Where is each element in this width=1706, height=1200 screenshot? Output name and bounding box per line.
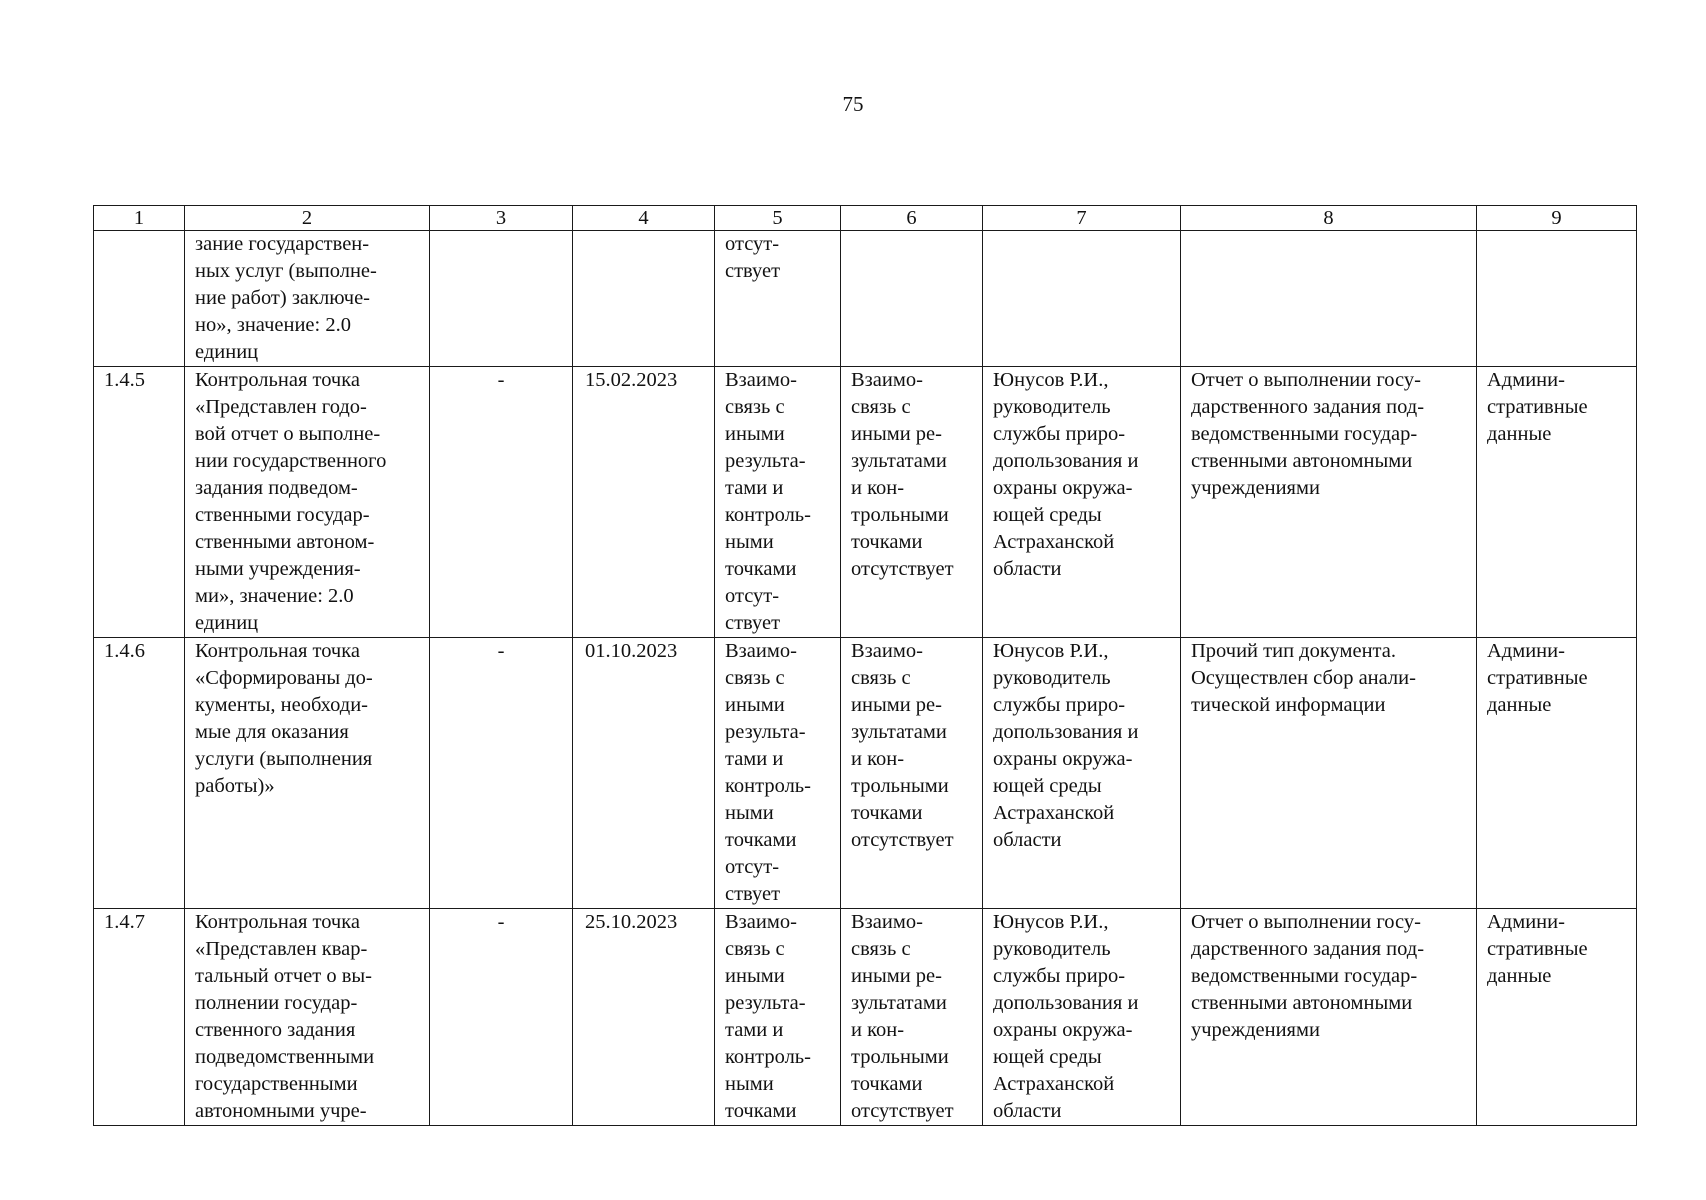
control-points-table — [93, 205, 1637, 1126]
page-number: 75 — [842, 92, 864, 116]
base-value-cell: - — [430, 909, 573, 1126]
column-number-1: 1 — [94, 206, 185, 231]
info-system-cell — [1477, 231, 1637, 367]
document-cell — [1181, 231, 1477, 367]
next-link-cell: Взаимо- связь с иными ре- зультатами и кон- трольными точками отсутствует — [841, 367, 983, 638]
column-number-8: 8 — [1181, 206, 1477, 231]
column-number-4: 4 — [573, 206, 715, 231]
control-point-name-cell: Контрольная точка «Представлен квар- тальный отчет о вы- полнении государ- ственного задания подведомственными государственными автономными учре- — [185, 909, 430, 1126]
next-link-cell: Взаимо- связь с иными ре- зультатами и кон- трольными точками отсутствует — [841, 909, 983, 1126]
date-cell: 25.10.2023 — [573, 909, 715, 1126]
info-system-cell: Админи- стративные данные — [1477, 367, 1637, 638]
column-number-6: 6 — [841, 206, 983, 231]
table-row — [94, 909, 1637, 1126]
row-number-cell: 1.4.5 — [94, 367, 185, 638]
date-cell — [573, 231, 715, 367]
date-cell: 01.10.2023 — [573, 638, 715, 909]
column-number-3: 3 — [430, 206, 573, 231]
responsible-cell — [983, 231, 1181, 367]
column-number-7: 7 — [983, 206, 1181, 231]
row-number-cell: 1.4.6 — [94, 638, 185, 909]
control-point-name-cell: Контрольная точка «Сформированы до- кументы, необходи- мые для оказания услуги (выполнения работы)» — [185, 638, 430, 909]
base-value-cell: - — [430, 367, 573, 638]
previous-link-cell: Взаимо- связь с иными результа- тами и контроль- ными точками отсут- ствует — [715, 367, 841, 638]
responsible-cell: Юнусов Р.И., руководитель службы приро- допользования и охраны окружа- ющей среды Астраханской области — [983, 638, 1181, 909]
responsible-cell: Юнусов Р.И., руководитель службы приро- допользования и охраны окружа- ющей среды Астраханской области — [983, 909, 1181, 1126]
control-point-name-cell: зание государствен- ных услуг (выполне- ние работ) заключе- но», значение: 2.0 единиц — [185, 231, 430, 367]
document-cell: Отчет о выполнении госу- дарственного задания под- ведомственными государ- ственными автономными учреждениями — [1181, 909, 1477, 1126]
responsible-cell: Юнусов Р.И., руководитель службы приро- допользования и охраны окружа- ющей среды Астраханской области — [983, 367, 1181, 638]
date-cell: 15.02.2023 — [573, 367, 715, 638]
info-system-cell: Админи- стративные данные — [1477, 909, 1637, 1126]
base-value-cell: - — [430, 638, 573, 909]
next-link-cell: Взаимо- связь с иными ре- зультатами и кон- трольными точками отсутствует — [841, 638, 983, 909]
column-number-2: 2 — [185, 206, 430, 231]
table-row — [94, 367, 1637, 638]
previous-link-cell: отсут- ствует — [715, 231, 841, 367]
column-number-row — [94, 206, 1637, 231]
column-number-9: 9 — [1477, 206, 1637, 231]
row-number-cell: 1.4.7 — [94, 909, 185, 1126]
document-cell: Прочий тип документа. Осуществлен сбор анали- тической информации — [1181, 638, 1477, 909]
previous-link-cell: Взаимо- связь с иными результа- тами и контроль- ными точками отсут- ствует — [715, 638, 841, 909]
row-number-cell — [94, 231, 185, 367]
column-number-5: 5 — [715, 206, 841, 231]
document-cell: Отчет о выполнении госу- дарственного задания под- ведомственными государ- ственными автономными учреждениями — [1181, 367, 1477, 638]
next-link-cell — [841, 231, 983, 367]
info-system-cell: Админи- стративные данные — [1477, 638, 1637, 909]
table-row — [94, 231, 1637, 367]
base-value-cell — [430, 231, 573, 367]
previous-link-cell: Взаимо- связь с иными результа- тами и контроль- ными точками — [715, 909, 841, 1126]
control-point-name-cell: Контрольная точка «Представлен годо- вой отчет о выполне- нии государственного задания подведом- ственными государ- ственными автоном- ными учреждения- ми», значение: 2.0 единиц — [185, 367, 430, 638]
table-row — [94, 638, 1637, 909]
